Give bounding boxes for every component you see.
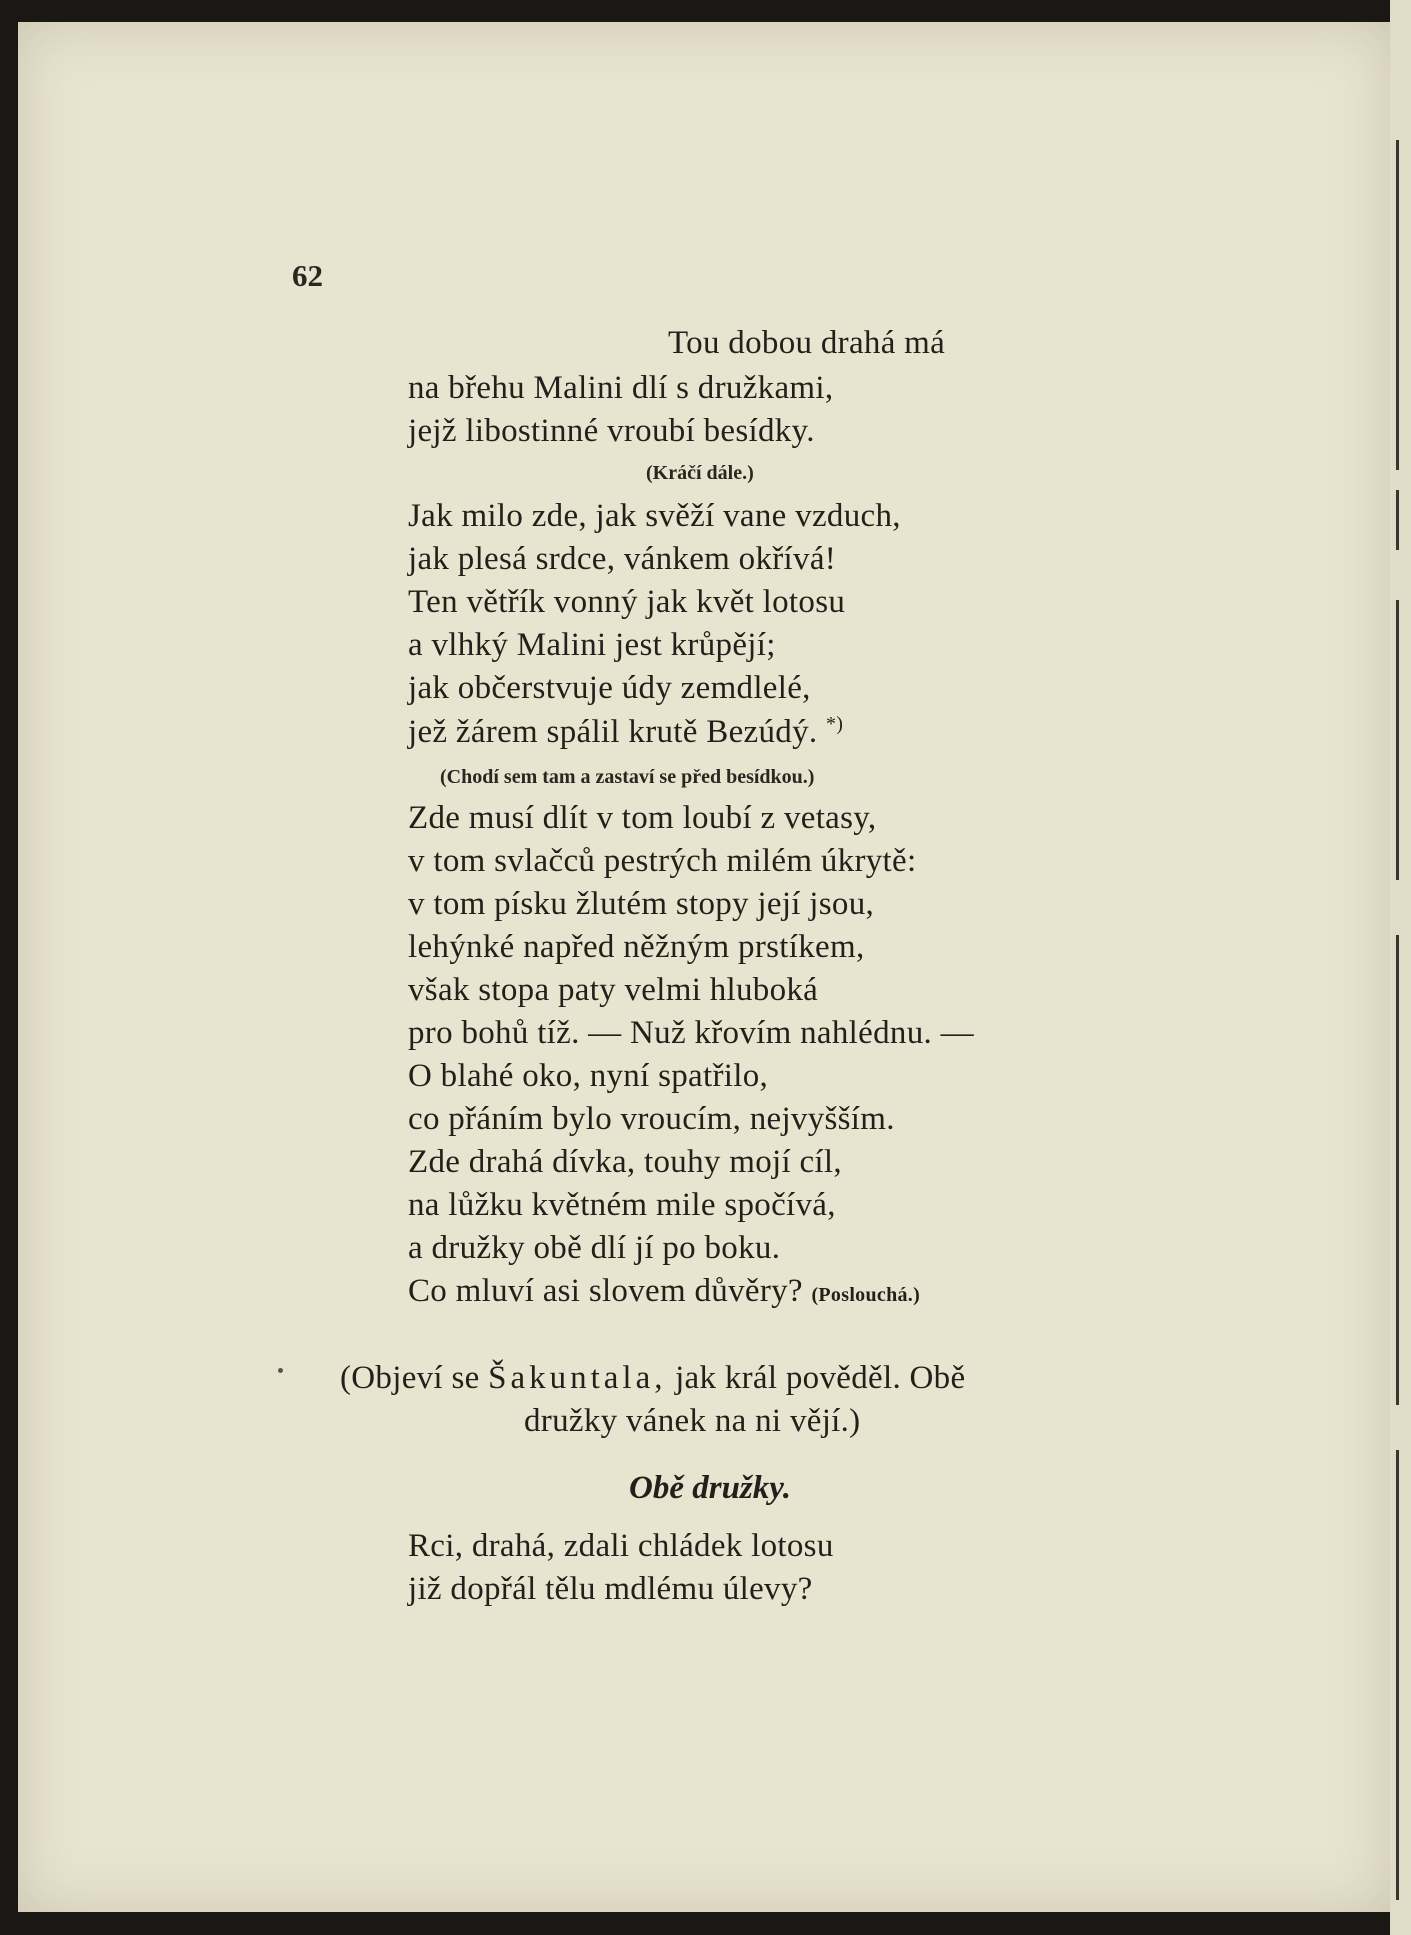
verse-line: a družky obě dlí jí po boku. — [408, 1230, 781, 1266]
verse-line: Ten větřík vonný jak květ lotosu — [408, 584, 846, 620]
verse-line: pro bohů tíž. — Nuž křovím nahlédnu. — — [408, 1015, 974, 1051]
verse-line: O blahé oko, nyní spatřilo, — [408, 1058, 769, 1094]
verse-line: však stopa paty velmi hluboká — [408, 972, 819, 1008]
verse-line: a vlhký Malini jest krůpějí; — [408, 627, 776, 663]
verse-line: lehýnké napřed něžným prstíkem, — [408, 929, 865, 965]
verse-line: Rci, drahá, zdali chládek lotosu — [408, 1528, 834, 1564]
stage-text: jak král pověděl. Obě — [675, 1360, 966, 1396]
verse-line: Zde drahá dívka, touhy mojí cíl, — [408, 1144, 842, 1180]
stage-direction-line — [340, 1360, 965, 1397]
verse-line: na břehu Malini dlí s družkami, — [408, 370, 834, 406]
speaker-name: Obě družky. — [629, 1470, 791, 1506]
stage-direction: (Kráčí dále.) — [646, 462, 754, 484]
verse-line: již dopřál tělu mdlému úlevy? — [408, 1571, 813, 1607]
verse-text: jež žárem spálil krutě Bezúdý. — [408, 714, 818, 750]
adjacent-page-edge — [1390, 0, 1411, 1935]
stage-text: (Objeví se — [340, 1360, 480, 1396]
book-page — [18, 22, 1390, 1912]
verse-line-with-footnote — [408, 713, 843, 751]
verse-line: na lůžku květném mile spočívá, — [408, 1187, 836, 1223]
verse-line: v tom písku žlutém stopy její jsou, — [408, 886, 875, 922]
stage-direction-line: družky vánek na ni vějí.) — [524, 1403, 861, 1439]
verse-line: jak občerstvuje údy zemdlelé, — [408, 670, 811, 706]
character-name: Šakuntala, — [488, 1360, 667, 1396]
page-number: 62 — [292, 258, 323, 293]
stage-direction: (Poslouchá.) — [811, 1284, 921, 1306]
stage-direction: (Chodí sem tam a zastaví se před besídkou.) — [440, 766, 815, 788]
verse-line: v tom svlačců pestrých milém úkrytě: — [408, 843, 917, 879]
verse-text: Co mluví asi slovem důvěry? — [408, 1273, 803, 1309]
verse-line: jejž libostinné vroubí besídky. — [408, 413, 815, 449]
ink-speck — [278, 1368, 283, 1373]
footnote-mark: *) — [825, 713, 844, 735]
verse-line: jak plesá srdce, vánkem okřívá! — [408, 541, 837, 577]
verse-line-with-stage — [408, 1273, 920, 1310]
verse-line: Jak milo zde, jak svěží vane vzduch, — [408, 498, 901, 534]
verse-line: co přáním bylo vroucím, nejvyšším. — [408, 1101, 895, 1137]
verse-line: Zde musí dlít v tom loubí z vetasy, — [408, 800, 877, 836]
verse-line: Tou dobou drahá má — [668, 325, 946, 361]
